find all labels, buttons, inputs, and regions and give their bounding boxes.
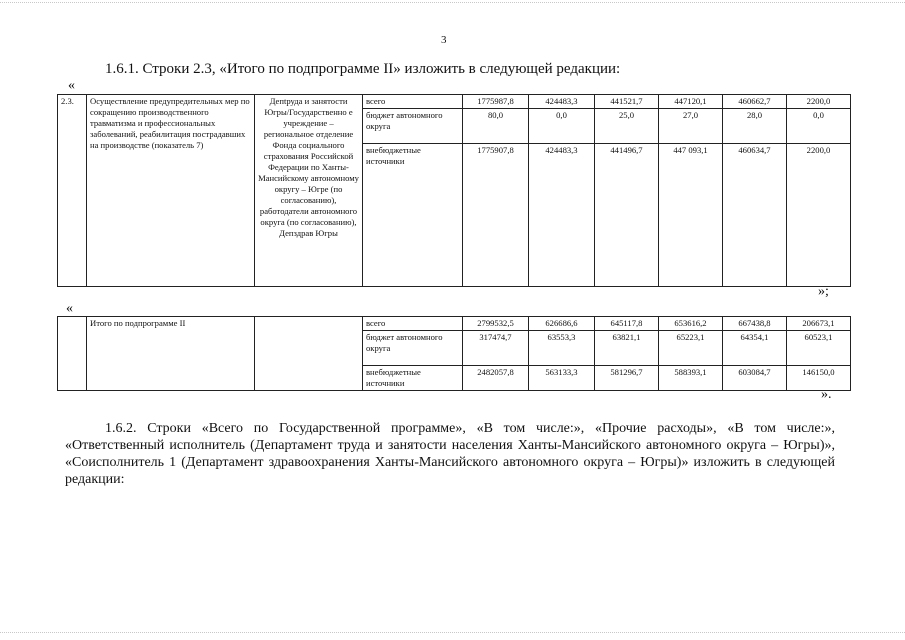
closing-quote-1: »;	[818, 284, 829, 299]
value-cell: 63553,3	[529, 331, 595, 366]
opening-quote-2: «	[66, 301, 73, 316]
value-cell: 2200,0	[787, 144, 851, 287]
value-cell: 441521,7	[595, 95, 659, 109]
value-cell: 80,0	[463, 109, 529, 144]
value-cell: 63821,1	[595, 331, 659, 366]
value-cell: 28,0	[723, 109, 787, 144]
executor-cell	[255, 317, 363, 391]
value-cell: 424483,3	[529, 144, 595, 287]
source-budget: бюджет автономного округа	[363, 331, 463, 366]
body-paragraph	[65, 420, 835, 488]
value-cell: 603084,7	[723, 366, 787, 391]
value-cell: 1775907,8	[463, 144, 529, 287]
source-total: всего	[363, 317, 463, 331]
value-cell: 64354,1	[723, 331, 787, 366]
value-cell: 581296,7	[595, 366, 659, 391]
table-row-2-3	[57, 94, 851, 287]
table-subtotal-ii	[57, 316, 851, 391]
value-cell: 424483,3	[529, 95, 595, 109]
value-cell: 447 093,1	[659, 144, 723, 287]
page-number: 3	[441, 34, 447, 46]
value-cell: 27,0	[659, 109, 723, 144]
value-cell: 206673,1	[787, 317, 851, 331]
value-cell: 146150,0	[787, 366, 851, 391]
measure-cell: Итого по подпрограмме II	[87, 317, 255, 391]
value-cell: 0,0	[787, 109, 851, 144]
scan-noise-bottom	[0, 632, 905, 635]
value-cell: 25,0	[595, 109, 659, 144]
value-cell: 667438,8	[723, 317, 787, 331]
measure-cell: Осуществление предупредительных мер по сокращению производственного травматизма и профессиональных заболеваний, реабилитация пострадавших на производстве (показатель 7)	[87, 95, 255, 287]
value-cell: 653616,2	[659, 317, 723, 331]
scan-noise-top	[0, 2, 905, 5]
value-cell: 626686,6	[529, 317, 595, 331]
value-cell: 588393,1	[659, 366, 723, 391]
value-cell: 65223,1	[659, 331, 723, 366]
value-cell: 441496,7	[595, 144, 659, 287]
value-cell: 2799532,5	[463, 317, 529, 331]
closing-quote-2: ».	[821, 387, 832, 402]
source-extrabudgetary: внебюджетные источники	[363, 366, 463, 391]
source-total: всего	[363, 95, 463, 109]
source-extrabudgetary: внебюджетные источники	[363, 144, 463, 287]
value-cell: 563133,3	[529, 366, 595, 391]
source-budget: бюджет автономного округа	[363, 109, 463, 144]
value-cell: 317474,7	[463, 331, 529, 366]
value-cell: 2200,0	[787, 95, 851, 109]
row-number: 2.3.	[58, 95, 87, 287]
value-cell: 1775987,8	[463, 95, 529, 109]
value-cell: 60523,1	[787, 331, 851, 366]
paragraph-text: 1.6.2. Строки «Всего по Государственной программе», «В том числе:», «Прочие расходы», «В том числе:», «Ответственный исполнитель (Департамент труда и занятости населения Ханты-Мансийского автономного округа – Югры)», «Соисполнитель 1 (Департамент здравоохранения Ханты-Мансийского автономного округа – Югры)» изложить в следующей редакции:	[65, 421, 835, 487]
row-number	[58, 317, 87, 391]
value-cell: 460634,7	[723, 144, 787, 287]
value-cell: 0,0	[529, 109, 595, 144]
value-cell: 460662,7	[723, 95, 787, 109]
value-cell: 447120,1	[659, 95, 723, 109]
value-cell: 2482057,8	[463, 366, 529, 391]
opening-quote-1: «	[68, 78, 75, 93]
value-cell: 645117,8	[595, 317, 659, 331]
executor-cell: Депtруда и занятости Югры/Государственно е учреждение – региональное отделение Фонда социального страхования Российской Федерации по Ханты-Мансийскому автономному округу – Югре (по согласованию), работодатели автономного округа (по согласованию), Депздрав Югры	[255, 95, 363, 287]
section-heading: 1.6.1. Строки 2.3, «Итого по подпрограмме II» изложить в следующей редакции:	[105, 61, 621, 77]
